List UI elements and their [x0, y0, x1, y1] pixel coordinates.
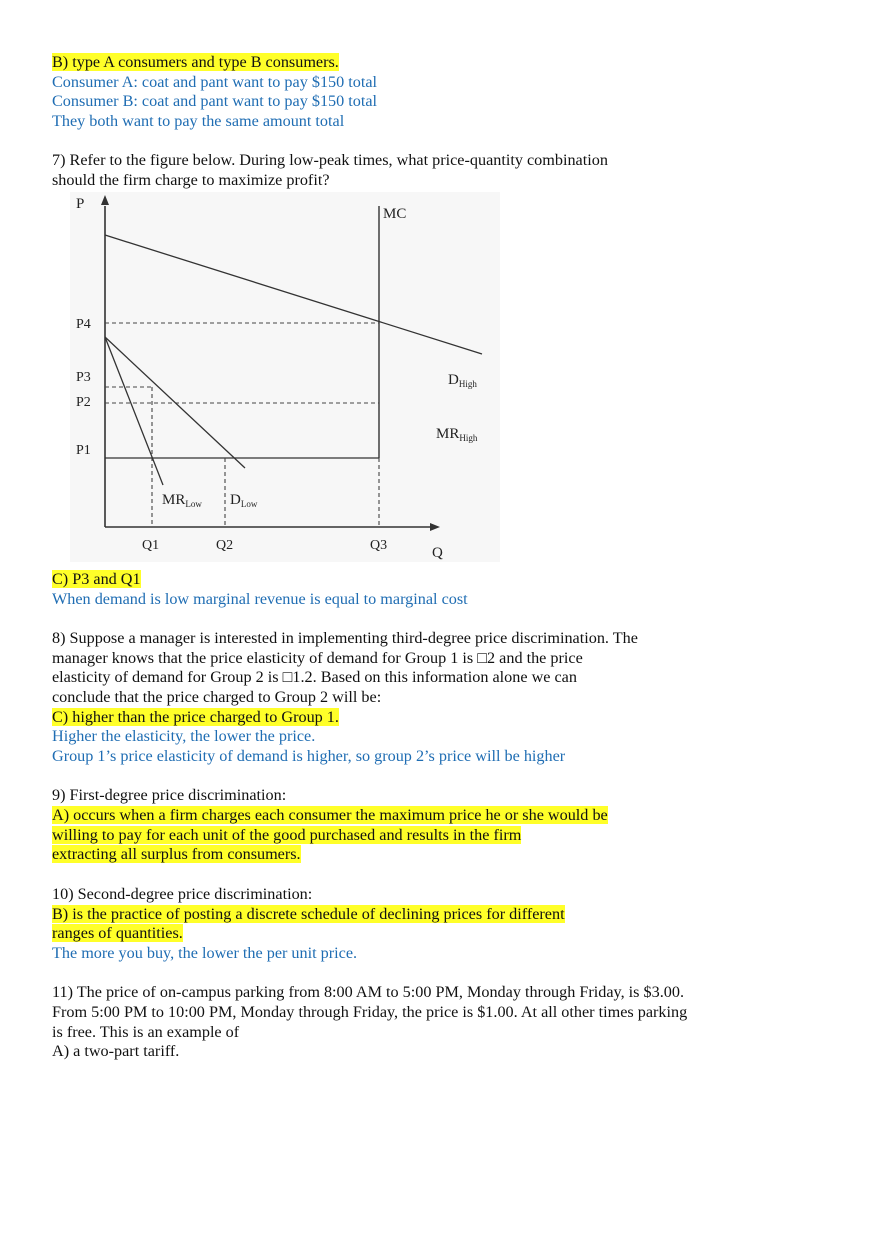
mr-low-label: $MR_{Low}$ — [162, 491, 202, 509]
q11-question-line: is free. This is an example of — [52, 1022, 240, 1041]
price-discrimination-figure — [70, 192, 520, 570]
q10-question: 10) Second-degree price discrimination: — [52, 884, 313, 903]
figure-background — [70, 192, 500, 562]
document-page — [52, 53, 852, 1062]
q8-question-line: 8) Suppose a manager is interested in implementing third-degree price discrimination. The — [52, 628, 638, 647]
q8-question-line: elasticity of demand for Group 2 is □1.2. Based on this information alone we can — [52, 668, 577, 687]
q10-answer-line: ranges of quantities. — [52, 924, 183, 943]
q11-question-line: 11) The price of on-campus parking from 8:00 AM to 5:00 PM, Monday through Friday, is $3.00. — [52, 983, 684, 1002]
q7-note: When demand is low marginal revenue is equal to marginal cost — [52, 589, 468, 608]
q6-answer: B) type A consumers and type B consumers. — [52, 53, 339, 71]
q9-question: 9) First-degree price discrimination: — [52, 786, 287, 805]
q6-note: Consumer B: coat and pant want to pay $150 total — [52, 92, 378, 111]
q9-section — [52, 786, 852, 865]
q7-section — [52, 151, 852, 609]
quantity-label-q1: Q1 — [142, 537, 160, 553]
q8-section — [52, 629, 852, 767]
q6-section — [52, 53, 852, 132]
q8-question-line: conclude that the price charged to Group 2 will be: — [52, 687, 382, 706]
q8-note: Higher the elasticity, the lower the price. — [52, 727, 316, 746]
mc-label: MC — [383, 205, 407, 222]
q6-note: Consumer A: coat and pant want to pay $150 total — [52, 72, 378, 91]
quantity-label-q3: Q3 — [370, 537, 388, 553]
q6-note: They both want to pay the same amount total — [52, 112, 345, 131]
d-high-label: $D_{High}$ — [448, 371, 477, 389]
price-label-p1: P1 — [76, 442, 91, 458]
q7-question-line: should the firm charge to maximize profit? — [52, 171, 330, 190]
q8-note: Group 1’s price elasticity of demand is higher, so group 2’s price will be higher — [52, 747, 566, 765]
price-label-p4: P4 — [76, 316, 91, 332]
q10-answer-line: B) is the practice of posting a discrete schedule of declining prices for different — [52, 904, 565, 923]
q7-question-line: 7) Refer to the figure below. During low-peak times, what price-quantity combination — [52, 151, 608, 170]
q11-question-line: From 5:00 PM to 10:00 PM, Monday through Friday, the price is $1.00. At all other times parking — [52, 1002, 688, 1021]
q10-section — [52, 885, 852, 964]
q11-answer: A) a two-part tariff. — [52, 1042, 180, 1061]
quantity-label-q2: Q2 — [216, 537, 234, 553]
price-label-p3: P3 — [76, 369, 91, 385]
mr-high-label: $MR_{High}$ — [436, 425, 478, 443]
figure-svg — [70, 192, 520, 570]
price-label-p2: P2 — [76, 394, 91, 410]
x-axis-label: Q — [432, 544, 443, 561]
q9-answer-line: extracting all surplus from consumers. — [52, 845, 301, 864]
q11-section — [52, 983, 852, 1062]
y-axis-label: P — [76, 195, 85, 212]
d-low-label: $D_{Low}$ — [230, 491, 258, 509]
q8-question-line: manager knows that the price elasticity of demand for Group 1 is □2 and the price — [52, 648, 583, 667]
q9-answer-line: willing to pay for each unit of the good purchased and results in the firm — [52, 825, 522, 844]
q8-answer: C) higher than the price charged to Group 1. — [52, 707, 339, 726]
q7-answer: C) P3 and Q1 — [52, 569, 141, 588]
q9-answer-line: A) occurs when a firm charges each consumer the maximum price he or she would be — [52, 806, 608, 825]
q10-note: The more you buy, the lower the per unit price. — [52, 943, 358, 962]
